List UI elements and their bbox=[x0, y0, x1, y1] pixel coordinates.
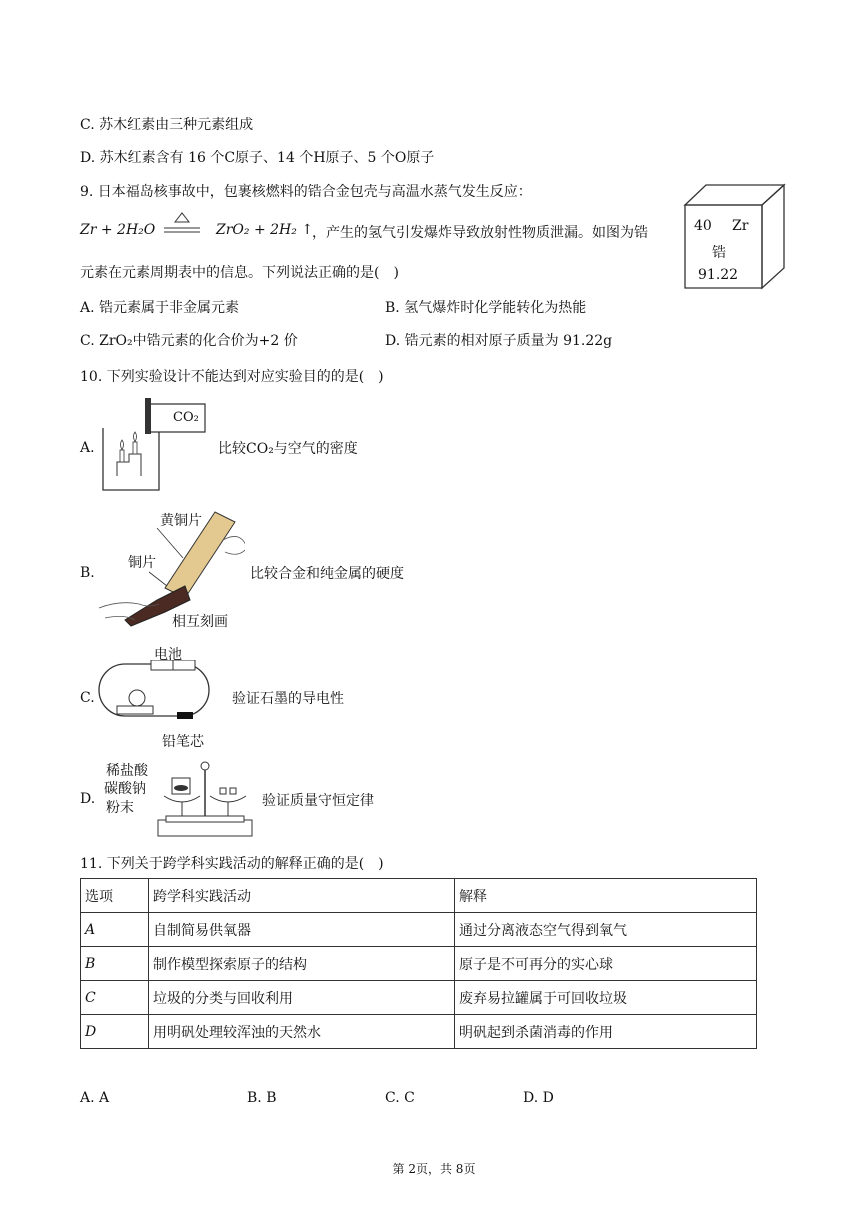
table-cell: 制作模型探索原子的结构 bbox=[149, 947, 455, 981]
q10-option-c-desc: 验证石墨的导电性 bbox=[232, 691, 344, 707]
q11-option-b: B. B bbox=[247, 1090, 277, 1106]
q8-option-d: D. 苏木红素含有 16 个C原子、14 个H原子、5 个O原子 bbox=[80, 150, 435, 166]
brass-sheet-label: 黄铜片 bbox=[160, 513, 202, 529]
q9-stem-line3: 元素在元素周期表中的信息。下列说法正确的是( ) bbox=[80, 265, 399, 281]
q9-option-b: B. 氢气爆炸时化学能转化为热能 bbox=[385, 300, 587, 316]
table-row bbox=[81, 1015, 757, 1049]
pencil-lead-label: 铅笔芯 bbox=[162, 734, 204, 750]
dilute-hcl-label: 稀盐酸 bbox=[106, 763, 148, 779]
q10-option-a-letter: A. bbox=[80, 440, 95, 456]
zirconium-element-card bbox=[682, 182, 792, 290]
q9-stem-line1: 9. 日本福岛核事故中，包裹核燃料的锆合金包壳与高温水蒸气发生反应： bbox=[80, 184, 532, 200]
heating-condition-symbol bbox=[160, 210, 204, 238]
table-cell: 通过分离液态空气得到氧气 bbox=[455, 913, 757, 947]
table-cell: C bbox=[81, 981, 149, 1015]
table-cell: D bbox=[81, 1015, 149, 1049]
element-atomic-number: 40 bbox=[694, 218, 712, 234]
table-header-cell: 选项 bbox=[81, 879, 149, 913]
table-row bbox=[81, 913, 757, 947]
page-footer: 第 2页，共 8页 bbox=[392, 1162, 476, 1176]
q10-option-a-desc: 比较CO₂与空气的密度 bbox=[218, 441, 358, 457]
balance-scale-figure bbox=[150, 758, 260, 840]
table-cell: 原子是不可再分的实心球 bbox=[455, 947, 757, 981]
q11-option-d: D. D bbox=[523, 1090, 554, 1106]
graphite-circuit-figure bbox=[95, 660, 215, 728]
battery-label: 电池 bbox=[154, 647, 182, 663]
q9-option-c: C. ZrO₂中锆元素的化合价为+2 价 bbox=[80, 333, 298, 349]
element-symbol: Zr bbox=[732, 218, 749, 234]
q9-option-d: D. 锆元素的相对原子质量为 91.22g bbox=[385, 333, 613, 349]
table-cell: 垃圾的分类与回收利用 bbox=[149, 981, 455, 1015]
q9-equation-left: Zr + 2H₂O bbox=[80, 222, 156, 238]
copper-sheet-label: 铜片 bbox=[128, 555, 156, 571]
table-cell: 自制简易供氧器 bbox=[149, 913, 455, 947]
table-cell: A bbox=[81, 913, 149, 947]
table-header-row bbox=[81, 879, 757, 913]
q11-option-a: A. A bbox=[80, 1090, 110, 1106]
co2-bottle-label: CO₂ bbox=[173, 410, 199, 425]
q8-option-c: C. 苏木红素由三种元素组成 bbox=[80, 117, 254, 133]
element-atomic-mass: 91.22 bbox=[698, 267, 739, 283]
q9-stem-line2: ，产生的氢气引发爆炸导致放射性物质泄漏。如图为锆 bbox=[312, 225, 648, 241]
sodium-carbonate-label: 碳酸钠 bbox=[104, 781, 146, 797]
table-cell: 用明矾处理较浑浊的天然水 bbox=[149, 1015, 455, 1049]
q10-option-c-letter: C. bbox=[80, 690, 95, 706]
table-row bbox=[81, 981, 757, 1015]
q10-option-b-desc: 比较合金和纯金属的硬度 bbox=[250, 566, 404, 582]
table-cell: B bbox=[81, 947, 149, 981]
table-header-cell: 解释 bbox=[455, 879, 757, 913]
scratch-label: 相互刻画 bbox=[172, 614, 228, 630]
q11-stem: 11. 下列关于跨学科实践活动的解释正确的是( ) bbox=[80, 856, 384, 872]
q11-option-c: C. C bbox=[385, 1090, 415, 1106]
table-cell: 明矾起到杀菌消毒的作用 bbox=[455, 1015, 757, 1049]
table-row bbox=[81, 947, 757, 981]
table-header-cell: 跨学科实践活动 bbox=[149, 879, 455, 913]
q10-option-b-letter: B. bbox=[80, 565, 95, 581]
q9-option-a: A. 锆元素属于非金属元素 bbox=[80, 300, 240, 316]
co2-candle-beaker-figure bbox=[95, 392, 215, 496]
powder-label: 粉末 bbox=[106, 800, 134, 816]
q10-option-d-letter: D. bbox=[80, 791, 96, 807]
q11-table bbox=[80, 878, 757, 1049]
q9-equation-right: ZrO₂ + 2H₂ ↑ bbox=[216, 222, 314, 238]
element-name: 锆 bbox=[712, 245, 726, 261]
table-cell: 废弃易拉罐属于可回收垃圾 bbox=[455, 981, 757, 1015]
q10-stem: 10. 下列实验设计不能达到对应实验目的的是( ) bbox=[80, 369, 384, 385]
q10-option-d-desc: 验证质量守恒定律 bbox=[262, 793, 374, 809]
